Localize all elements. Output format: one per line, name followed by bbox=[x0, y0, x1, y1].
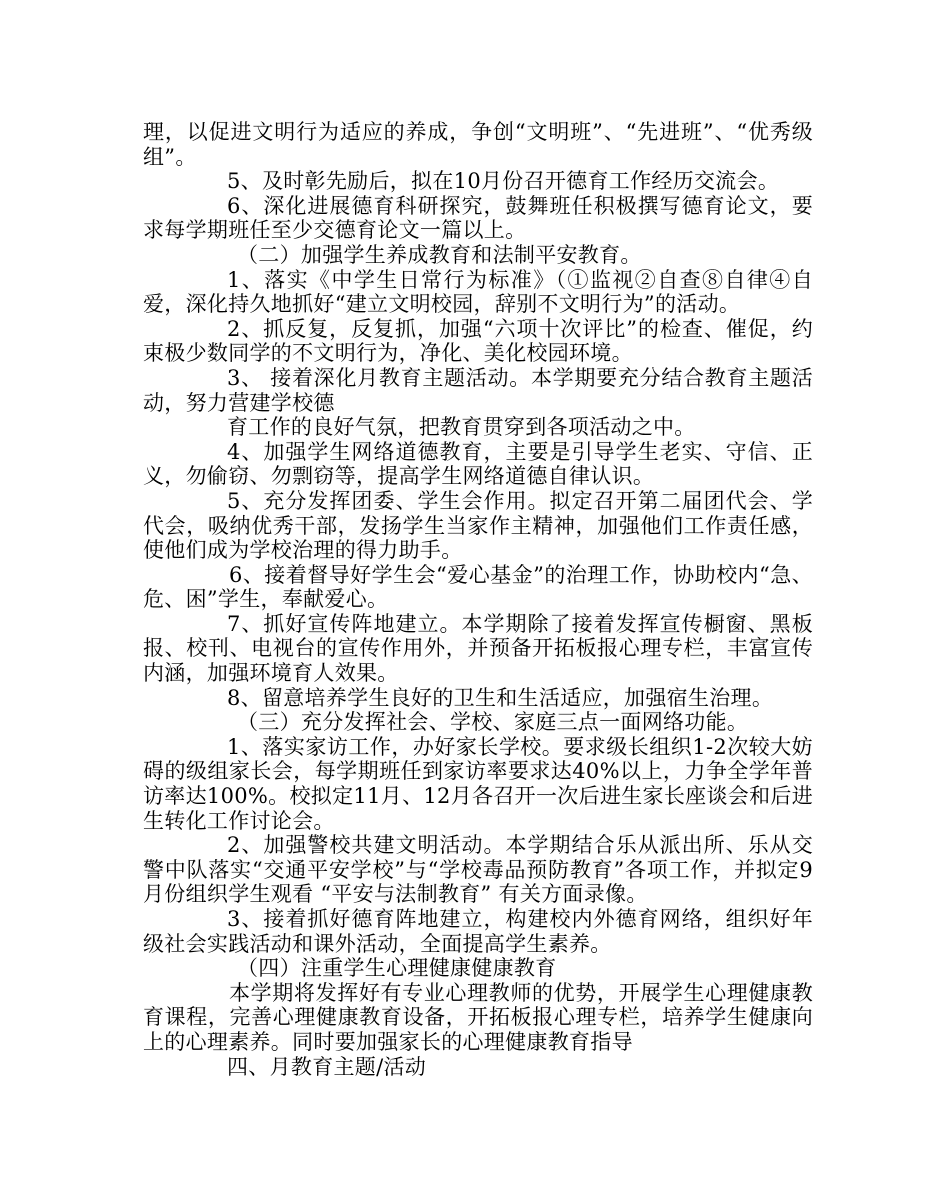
section-heading: （三）充分发挥社会、学校、家庭三点一面网络功能。 bbox=[237, 710, 749, 735]
paragraph: 1、落实《中学生日常行为标准》（①监视②自查⑧自律④自爱，深化持久地抓好“建立文明校园，辞别不文明行为”的活动。 bbox=[143, 267, 813, 317]
document-body bbox=[143, 120, 813, 1079]
paragraph: 4、加强学生网络道德教育，主要是引导学生老实、守信、正义，勿偷窃、勿剽窃等，提高学生网络道德自律认识。 bbox=[143, 439, 813, 489]
paragraph: 6、深化进展德育科研探究，鼓舞班任积极撰写德育论文，要求每学期班任至少交德育论文一篇以上。 bbox=[143, 193, 813, 243]
paragraph: 8、留意培养学生良好的卫生和生活适应，加强宿生治理。 bbox=[227, 685, 774, 710]
paragraph: 7、抓好宣传阵地建立。本学期除了接着发挥宣传橱窗、黑板报、校刊、电视台的宣传作用外，并预备开拓板报心理专栏，丰富宣传内涵，加强环境育人效果。 bbox=[143, 611, 813, 686]
section-heading: 四、月教育主题/活动 bbox=[227, 1054, 427, 1079]
paragraph: 本学期将发挥好有专业心理教师的优势，开展学生心理健康教育课程，完善心理健康教育设备，开拓板报心理专栏，培养学生健康向上的心理素养。同时要加强家长的心理健康教育指导 bbox=[143, 980, 813, 1054]
paragraph: 5、充分发挥团委、学生会作用。拟定召开第二届团代会、学代会，吸纳优秀干部，发扬学生当家作主精神，加强他们工作责任感，使他们成为学校治理的得力助手。 bbox=[143, 488, 813, 563]
section-heading: （二）加强学生养成教育和法制平安教育。 bbox=[237, 242, 642, 267]
paragraph: 1、落实家访工作，办好家长学校。要求级长组织1-2次较大妨碍的级组家长会，每学期班任到家访率要求达40%以上，力争全学年普访率达100%。校拟定11月、12月各召开一次后进生家长座谈会和后进生转化工作讨论会。 bbox=[143, 734, 813, 833]
paragraph: 2、加强警校共建文明活动。本学期结合乐从派出所、乐从交警中队落实“交通平安学校”与“学校毒品预防教育”各项工作，并拟定9月份组织学生观看 “平安与法制教育” 有关方面录像。 bbox=[143, 833, 813, 907]
paragraph: 3、 接着深化月教育主题活动。本学期要充分结合教育主题活动，努力营建学校德 bbox=[143, 365, 813, 415]
paragraph: 3、接着抓好德育阵地建立，构建校内外德育网络，组织好年级社会实践活动和课外活动，全面提高学生素养。 bbox=[143, 907, 813, 956]
paragraph: 育工作的良好气氛，把教育贯穿到各项活动之中。 bbox=[227, 415, 696, 440]
paragraph: 2、抓反复，反复抓，加强“六项十次评比”的检查、催促，约束极少数同学的不文明行为，净化、美化校园环境。 bbox=[143, 316, 813, 366]
section-heading: （四）注重学生心理健康健康教育 bbox=[237, 956, 557, 981]
paragraph: 5、及时彰先励后，拟在10月份召开德育工作经历交流会。 bbox=[227, 169, 780, 194]
paragraph: 理，以促进文明行为适应的养成，争创“文明班”、“先进班”、“优秀级组”。 bbox=[143, 120, 813, 169]
paragraph: 6、接着督导好学生会“爱心基金”的治理工作，协助校内“急、危、困”学生，奉献爱心。 bbox=[143, 562, 813, 612]
